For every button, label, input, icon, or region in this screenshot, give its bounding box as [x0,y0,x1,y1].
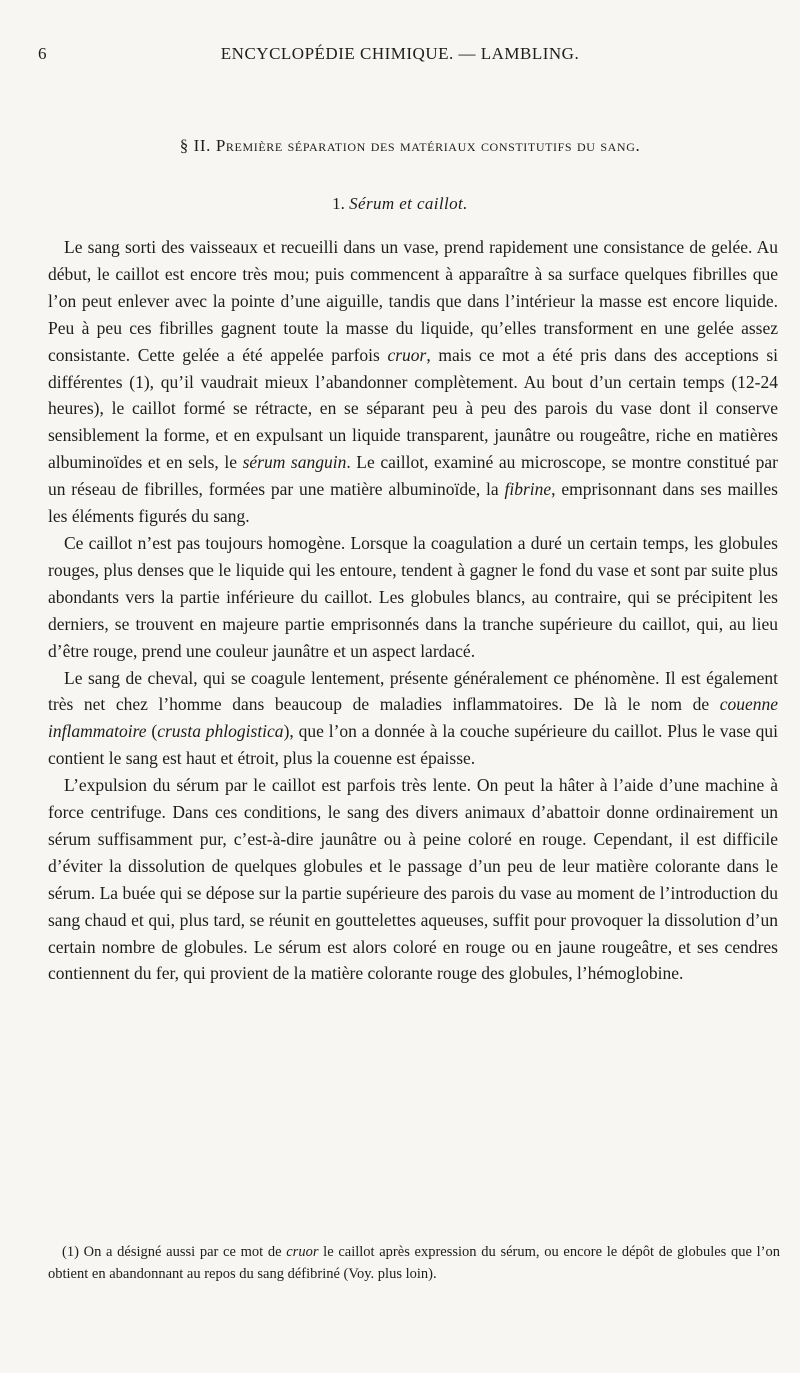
paragraph-text: , emprisonnant dans ses mailles les éléments figurés du sang. [48,479,778,527]
term-fibrine: fibrine [504,479,552,500]
term-couenne: couenne inflammatoire [48,694,778,742]
footnote [48,1241,780,1285]
term-crusta: crusta phlogistica [157,721,284,742]
paragraph-text: . Le caillot, examiné au microscope, se montre constitué par un réseau de fibrilles, formées par une matière albuminoïde, la [48,452,778,500]
subsection-heading [0,194,800,214]
paragraph-text: ( [146,721,158,742]
page-number: 6 [38,44,47,63]
paragraph: L’expulsion du sérum par le caillot est parfois très lente. On peut la hâter à l’aide d’une machine à force centrifuge. Dans ces conditions, le sang des divers animaux d’abattoir donne ordinairement un sérum suffisamment pur, c’est-à-dire jaunâtre ou à peine coloré en rouge. Cependant, il est difficile d’éviter la dissolution de quelques globules et le passage d’un peu de leur matière colorante dans le sérum. La buée qui se dépose sur la partie supérieure des parois du vase au moment de l’introduction du sang chaud et qui, plus tard, se réunit en gouttelettes aqueuses, suffit pour provoquer la dissolution d’un certain nombre de globules. Le sérum est alors coloré en rouge ou en jaune rougeâtre, et ses cendres contiennent du fer, qui provient de la matière colorante rouge des globules, l’hémoglobine. [48,775,778,984]
running-title: ENCYCLOPÉDIE CHIMIQUE. — LAMBLING. [220,44,580,63]
subsection-title: Sérum et caillot. [349,194,468,213]
paragraph-text: Le sang de cheval, qui se coagule lentement, présente généralement ce phénomène. Il est également très net chez l’homme dans beaucoup de maladies inflammatoires. De là le nom de [48,667,778,715]
page-header [0,44,800,70]
footnote-term-cruor: cruor [286,1244,319,1260]
section-heading: § II. Première séparation des matériaux constitutifs du sang. [179,136,641,155]
paragraph-text: Le sang sorti des vaisseaux et recueilli dans un vase, prend rapidement une consistance de gelée. Au début, le caillot est encore très mou; puis commencent à apparaître à sa surface quelques fibrilles que l’on peut enlever avec la pointe d’une aiguille, tandis que dans l’intérieur la masse est encore liquide. Peu à peu ces fibrilles gagnent toute la masse du liquide, qu’elles transforment en une gelée assez consistante. Cette gelée a été appelée parfois [48,237,778,365]
term-cruor: cruor [387,344,427,365]
body-text [48,234,778,987]
paragraph: Ce caillot n’est pas toujours homogène. Lorsque la coagulation a duré un certain temps, les globules rouges, plus denses que le liquide qui les entoure, tendent à gagner le fond du vase et sont par suite plus abondants vers la partie inférieure du caillot. Les globules blancs, au contraire, qui se précipitent les derniers, se trouvent en majeure partie emprisonnés dans la tranche supérieure du caillot, qui, au lieu d’être rouge, prend une couleur jaunâtre et un aspect lardacé. [48,532,778,661]
term-serum-sanguin: sérum sanguin [242,452,347,473]
footnote-part: (1) On a désigné aussi par ce mot de [62,1244,287,1260]
paragraph-text: , mais ce mot a été pris dans des acceptions si différentes (1), qu’il vaudrait mieux l’abandonner complètement. Au bout d’un certain temps (12-24 heures), le caillot formé se rétracte, en se séparant peu à peu des parois du vase dont il conserve sensiblement la forme, et en expulsant un liquide transparent, jaunâtre ou rougeâtre, riche en matières albuminoïdes et en sels, le [48,344,779,473]
footnote-text [48,1241,780,1285]
paragraph [48,665,778,773]
paragraph-text: ), que l’on a donnée à la couche supérieure du caillot. Plus le vase qui contient le sang est haut et étroit, plus la couenne est épaisse. [48,721,779,769]
footnote-part: le caillot après expression du sérum, ou encore le dépôt de globules que l’on obtient en abandonnant au repos du sang défibriné (Voy. plus loin). [48,1244,780,1282]
paragraph [48,234,778,530]
subsection-number: 1. [332,194,345,213]
